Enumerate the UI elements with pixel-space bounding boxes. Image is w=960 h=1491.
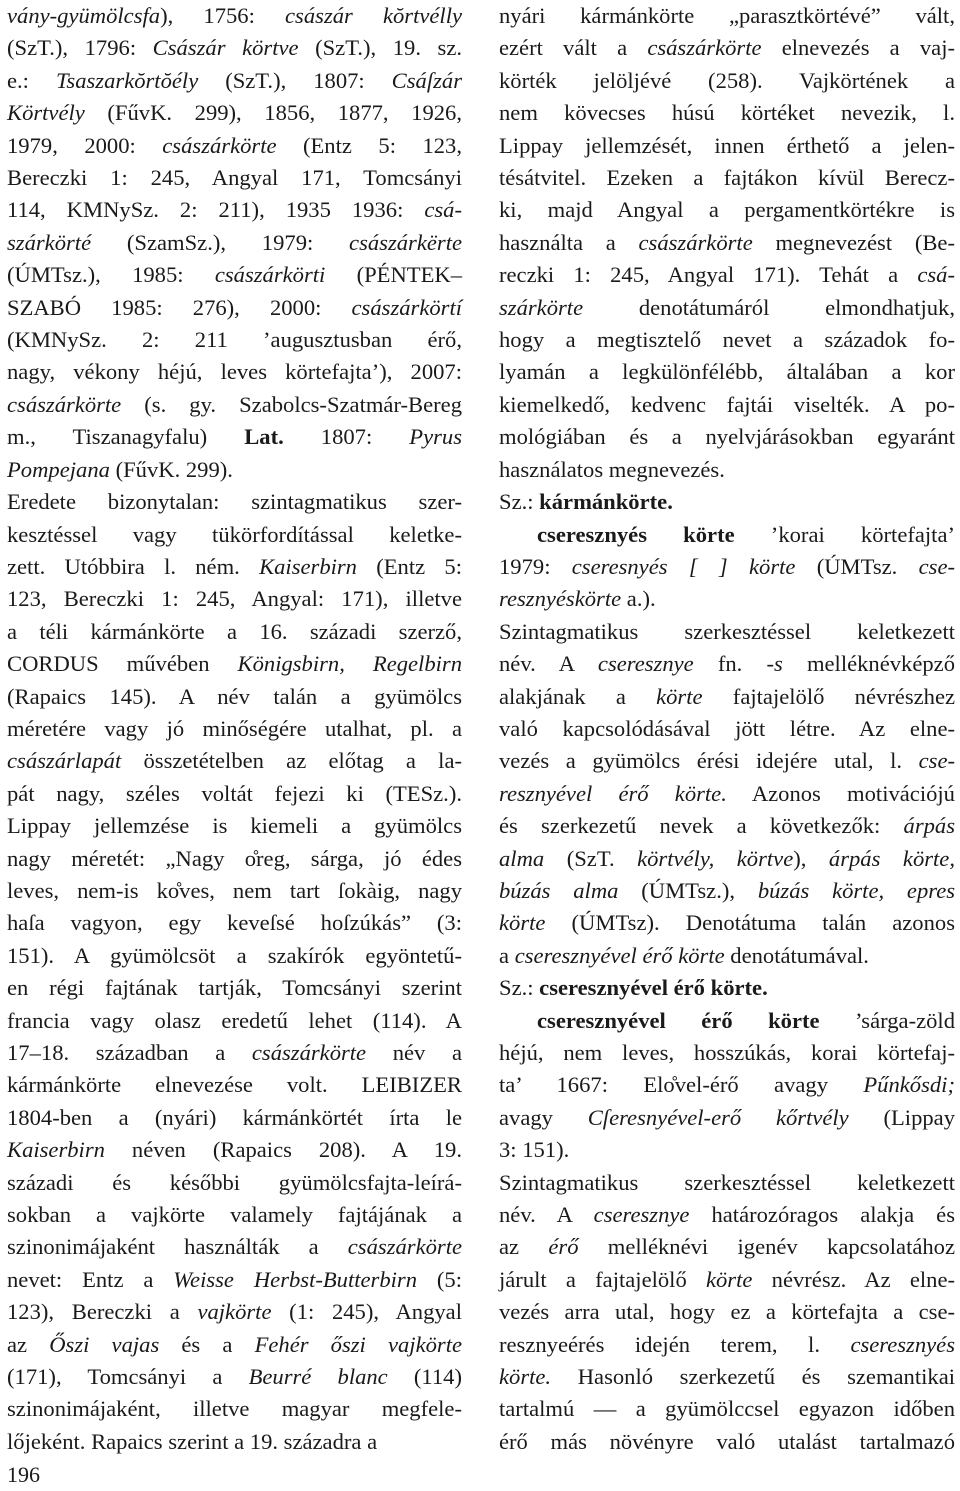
text-run: fn. bbox=[693, 651, 767, 677]
italic-term: cseresznyés bbox=[850, 1331, 955, 1357]
text-line bbox=[499, 875, 955, 907]
italic-term: körte bbox=[499, 910, 546, 936]
text-line bbox=[499, 1361, 955, 1393]
text-line bbox=[7, 616, 462, 648]
text-run: (ÚMTsz.), bbox=[618, 877, 758, 903]
text-line bbox=[499, 681, 955, 713]
text-run: név a bbox=[366, 1040, 462, 1065]
text-run: (ÚMTsz. bbox=[795, 553, 919, 579]
text-line bbox=[7, 1199, 462, 1231]
italic-term: cseresnyés [ ] körte bbox=[571, 553, 796, 579]
text-run: és a bbox=[159, 1331, 255, 1357]
text-line bbox=[7, 1231, 462, 1263]
italic-term: Fehér őszi vajkörte bbox=[254, 1331, 462, 1357]
italic-term: császárkörti bbox=[214, 262, 326, 288]
italic-term: árpás bbox=[903, 813, 955, 839]
text-line bbox=[7, 65, 462, 97]
italic-term: vány-gyümölcsfa bbox=[7, 3, 161, 28]
text-run: kiemelkedő, kedvenc fajtái viselték. A po- bbox=[499, 391, 955, 417]
italic-term: császárlapát bbox=[7, 748, 122, 774]
text-run: e.: bbox=[7, 67, 56, 93]
text-run: ta’ 1667: Elo̊vel-érő avagy bbox=[499, 1072, 864, 1098]
italic-term: resznyével érő körte. bbox=[499, 780, 727, 806]
text-line bbox=[7, 97, 462, 129]
text-line bbox=[7, 1426, 462, 1458]
right-column bbox=[499, 0, 955, 1458]
text-run: (171), Tomcsányi a bbox=[7, 1364, 249, 1390]
italic-term: Kaiserbirn bbox=[259, 553, 357, 579]
text-run: ’sárga-zöld bbox=[819, 1007, 955, 1033]
text-line bbox=[499, 1231, 955, 1263]
text-run: reczki 1: 245, Angyal 171). Tehát a bbox=[499, 262, 918, 288]
text-line bbox=[7, 227, 462, 259]
text-line bbox=[499, 259, 955, 291]
text-run: név. A bbox=[499, 1202, 594, 1228]
headword: kármánkörte. bbox=[539, 489, 673, 515]
text-line bbox=[499, 194, 955, 226]
text-line bbox=[7, 1296, 462, 1328]
text-run: (1: 245), Angyal bbox=[271, 1299, 462, 1325]
text-line bbox=[499, 324, 955, 356]
text-line bbox=[499, 1102, 955, 1134]
text-run: 17–18. században a bbox=[7, 1040, 252, 1065]
text-run: (Entz 5: 123, bbox=[276, 132, 462, 158]
text-line bbox=[499, 1199, 955, 1231]
text-run: Lippay jellemzését, innen érthető a jelen- bbox=[499, 132, 955, 158]
text-run: 114, KMNySz. 2: 211), 1935 1936: bbox=[7, 197, 425, 223]
text-run: m., Tiszanagyfalu) bbox=[7, 424, 245, 450]
italic-term: császárkörtí bbox=[351, 294, 462, 320]
text-line bbox=[499, 486, 955, 518]
text-run: (Rapaics 145). A név talán a gyümölcs bbox=[7, 683, 462, 709]
text-run: (SzT.), 1807: bbox=[198, 67, 392, 93]
text-run: ), 1756: bbox=[160, 3, 286, 28]
text-run: ezért vált a bbox=[499, 35, 648, 61]
text-run: összetételben az előtag a la- bbox=[121, 748, 462, 774]
text-line bbox=[7, 162, 462, 194]
italic-term: császárkërte bbox=[349, 229, 462, 255]
text-line bbox=[7, 551, 462, 583]
text-run: 123), Bereczki a bbox=[7, 1299, 198, 1325]
text-line bbox=[499, 292, 955, 324]
headword: cseresznyés körte bbox=[537, 521, 735, 547]
italic-term: császárkörte bbox=[251, 1040, 367, 1065]
text-run: (SzT.), 19. sz. bbox=[298, 35, 463, 61]
text-run: lyamán a legkülönfélébb, általában a kor bbox=[499, 359, 955, 385]
text-line bbox=[7, 486, 462, 518]
text-line bbox=[499, 810, 955, 842]
italic-term: császárkörte bbox=[162, 132, 277, 158]
italic-term: Weisse Herbst-Butterbirn bbox=[173, 1266, 418, 1292]
text-line bbox=[7, 519, 462, 551]
text-run: a.). bbox=[621, 586, 656, 612]
text-run: (FűvK. 299), 1856, 1877, 1926, bbox=[84, 100, 462, 126]
italic-term: császárkörte bbox=[638, 229, 753, 255]
italic-term: szárkörté bbox=[7, 229, 92, 255]
text-run: SZABÓ 1985: 276), 2000: bbox=[7, 294, 352, 320]
text-line bbox=[7, 421, 462, 453]
text-line bbox=[499, 907, 955, 939]
text-run: Szintagmatikus szerkesztéssel keletkezett bbox=[499, 618, 955, 644]
italic-term: cse- bbox=[918, 553, 955, 579]
italic-term: körte bbox=[705, 1266, 753, 1292]
text-run: körték jelöljévé (258). Vajkörtének a bbox=[499, 67, 955, 93]
text-line bbox=[7, 292, 462, 324]
text-run: (ÚMTsz.), 1985: bbox=[7, 262, 215, 288]
text-line bbox=[499, 32, 955, 64]
text-run: Szintagmatikus szerkesztéssel keletkezett bbox=[499, 1169, 955, 1195]
text-run: századi és későbbi gyümölcsfajta-leírá- bbox=[7, 1169, 462, 1195]
text-line bbox=[7, 940, 462, 972]
text-line bbox=[499, 519, 955, 551]
text-line bbox=[7, 713, 462, 745]
text-line bbox=[7, 875, 462, 907]
italic-term: császárkörte bbox=[647, 35, 762, 61]
italic-term: csá- bbox=[917, 262, 955, 288]
text-line bbox=[7, 1069, 462, 1101]
italic-term: Őszi vajas bbox=[49, 1331, 160, 1357]
text-line bbox=[7, 454, 462, 486]
text-run: (114) bbox=[387, 1364, 463, 1390]
text-run: pát nagy, széles voltát fejezi ki (TESz.). bbox=[7, 780, 462, 806]
text-run: (FűvK. 299). bbox=[109, 456, 233, 482]
text-run: 1804-ben a (nyári) kármánkörtét írta le bbox=[7, 1104, 462, 1130]
text-line bbox=[7, 32, 462, 64]
text-run: nagy méretét: „Nagy o̊reg, sárga, jó édes bbox=[7, 845, 462, 871]
text-run: a bbox=[499, 942, 515, 968]
italic-term: érő bbox=[548, 1234, 579, 1260]
text-line bbox=[7, 194, 462, 226]
text-line bbox=[499, 583, 955, 615]
text-line bbox=[7, 1329, 462, 1361]
headword: cseresznyével érő körte bbox=[537, 1007, 820, 1033]
text-line bbox=[499, 356, 955, 388]
italic-term: resznyéskörte bbox=[499, 586, 622, 612]
text-run: határozóragos alakja és bbox=[689, 1202, 955, 1228]
text-run: francia vagy olasz eredetű lehet (114). A bbox=[7, 1007, 462, 1033]
text-run: az bbox=[499, 1234, 549, 1260]
italic-term: Cſeresnyével-erő kőrtvély bbox=[587, 1104, 849, 1130]
text-line bbox=[7, 745, 462, 777]
text-line bbox=[499, 389, 955, 421]
text-line bbox=[499, 1005, 955, 1037]
text-run: (s. gy. Szabolcs-Szatmár-Bereg bbox=[121, 391, 462, 417]
italic-term: búzás alma bbox=[499, 877, 619, 903]
text-run: (PÉNTEK– bbox=[325, 262, 462, 288]
text-run: sokban a vajkörte valamely fajtájának a bbox=[7, 1202, 462, 1228]
italic-term: cseresznye bbox=[597, 651, 694, 677]
text-line bbox=[7, 130, 462, 162]
text-run: Eredete bizonytalan: szintagmatikus szer- bbox=[7, 489, 462, 515]
text-line bbox=[7, 583, 462, 615]
text-line bbox=[7, 324, 462, 356]
text-line bbox=[7, 843, 462, 875]
text-run: Lippay jellemzése is kiemeli a gyümölcs bbox=[7, 813, 462, 839]
text-line bbox=[499, 843, 955, 875]
text-run: tésátvitel. Ezeken a fajtákon kívül Berecz- bbox=[499, 165, 955, 191]
left-column bbox=[7, 0, 462, 1458]
text-run: (SzT.), 1796: bbox=[7, 35, 153, 61]
text-run: elnevezés a vaj- bbox=[761, 35, 955, 61]
italic-term: vajkörte bbox=[197, 1299, 272, 1325]
text-run: használatos megnevezés. bbox=[499, 456, 725, 482]
text-line bbox=[499, 648, 955, 680]
text-run: kesztéssel vagy tükörfordítással keletke- bbox=[7, 521, 462, 547]
text-run: Bereczki 1: 245, Angyal 171, Tomcsányi bbox=[7, 165, 462, 191]
text-line bbox=[499, 1329, 955, 1361]
italic-term: Császár körtve bbox=[152, 35, 299, 61]
text-run: 1979, 2000: bbox=[7, 132, 163, 158]
text-run: 123, Bereczki 1: 245, Angyal: 171), illetve bbox=[7, 586, 462, 612]
text-run: Azonos motivációjú bbox=[726, 780, 955, 806]
text-run: Hasonló szerkezetű és szemantikai bbox=[551, 1364, 955, 1390]
text-line bbox=[7, 259, 462, 291]
text-line bbox=[499, 130, 955, 162]
text-line bbox=[499, 972, 955, 1004]
text-run: alakjának a bbox=[499, 683, 657, 709]
text-line bbox=[7, 389, 462, 421]
text-line bbox=[499, 1426, 955, 1458]
text-line bbox=[499, 1296, 955, 1328]
text-run: való kapcsolódásával jött létre. Az elne- bbox=[499, 715, 955, 741]
italic-term: Pyrus bbox=[409, 424, 462, 450]
text-line bbox=[499, 162, 955, 194]
text-run: az bbox=[7, 1331, 50, 1357]
text-run: (KMNySz. 2: 211 ’augusztusban érő, bbox=[7, 327, 462, 353]
italic-term: körtvély, körtve bbox=[637, 845, 794, 871]
italic-term: cseresznyével érő körte bbox=[514, 942, 725, 968]
text-run: lőjeként. Rapaics szerint a 19. századra a bbox=[7, 1428, 378, 1454]
italic-term: császárkörte bbox=[347, 1234, 462, 1260]
text-line bbox=[7, 648, 462, 680]
text-run: (Lippay bbox=[848, 1104, 955, 1130]
text-run: Sz.: bbox=[499, 975, 540, 1001]
text-line bbox=[499, 227, 955, 259]
text-line bbox=[7, 1037, 462, 1069]
text-run: nem kövecses húsú körtéket nevezik, l. bbox=[499, 100, 955, 126]
text-run: avagy bbox=[499, 1104, 588, 1130]
text-line bbox=[499, 1069, 955, 1101]
headword: Lat. bbox=[244, 424, 284, 450]
text-line bbox=[499, 745, 955, 777]
text-run: melléknévi igenév kapcsolatához bbox=[578, 1234, 955, 1260]
text-line bbox=[499, 616, 955, 648]
page-number: 196 bbox=[7, 1462, 40, 1487]
text-run: ), bbox=[793, 845, 829, 871]
italic-term: Körtvély bbox=[7, 100, 85, 126]
text-run: és szerkezetű nevek a következők: bbox=[499, 813, 904, 839]
italic-term: Pűnkősdi; bbox=[863, 1072, 955, 1098]
italic-term: cseresznye bbox=[593, 1202, 690, 1228]
italic-term: -s bbox=[766, 651, 783, 677]
text-line bbox=[499, 1134, 955, 1166]
italic-term: szárkörte bbox=[499, 294, 584, 320]
text-line bbox=[7, 810, 462, 842]
text-line bbox=[7, 0, 462, 32]
text-line bbox=[499, 0, 955, 32]
text-line bbox=[7, 1361, 462, 1393]
italic-term: Kaiserbirn bbox=[7, 1137, 105, 1163]
text-run: 3: 151). bbox=[499, 1137, 570, 1163]
text-line bbox=[499, 65, 955, 97]
text-line bbox=[499, 454, 955, 486]
italic-term: búzás körte, epres bbox=[757, 877, 956, 903]
text-run: nagy, vékony héjú, leves körtefajta’), 2007: bbox=[7, 359, 462, 385]
text-run: en régi fajtának tartják, Tomcsányi szerint bbox=[7, 975, 462, 1001]
italic-term: árpás körte, bbox=[828, 845, 955, 871]
italic-term: császár kŏrtvélly bbox=[285, 3, 463, 28]
text-run: nyári kármánkörte „parasztkörtévé” vált, bbox=[499, 3, 955, 28]
text-line bbox=[7, 778, 462, 810]
italic-term: körte. bbox=[499, 1364, 552, 1390]
text-run: (ÚMTsz). Denotátuma talán azonos bbox=[545, 910, 955, 936]
text-line bbox=[7, 681, 462, 713]
text-run: CORDUS művében bbox=[7, 651, 238, 677]
text-run: (SzamSz.), 1979: bbox=[91, 229, 350, 255]
text-line bbox=[499, 713, 955, 745]
text-run: zett. Utóbbira l. ném. bbox=[7, 553, 260, 579]
text-run: denotátumáról elmondhatjuk, bbox=[583, 294, 955, 320]
text-run: méretére vagy jó minőségére utalhat, pl. a bbox=[7, 715, 462, 741]
text-run: nevet: Entz a bbox=[7, 1266, 174, 1292]
text-run: néven (Rapaics 208). A 19. bbox=[104, 1137, 462, 1163]
text-run: tartalmú — a gyümölccsel egyazon időben bbox=[499, 1396, 955, 1422]
text-run: 1979: bbox=[499, 553, 572, 579]
italic-term: Pompejana bbox=[7, 456, 110, 482]
text-line bbox=[499, 97, 955, 129]
text-run: érő más növényre való utalást tartalmazó bbox=[499, 1428, 955, 1454]
text-run: kármánkörte elnevezése volt. LEIBIZER bbox=[7, 1072, 462, 1098]
italic-term: Tsaszarkŏrtŏély bbox=[55, 67, 199, 93]
text-run: fajtajelölő névrészhez bbox=[702, 683, 955, 709]
text-run: héjú, nem leves, hosszúkás, korai körtefaj- bbox=[499, 1040, 955, 1065]
text-run: járult a fajtajelölő bbox=[499, 1266, 706, 1292]
text-line bbox=[499, 1167, 955, 1199]
text-line bbox=[499, 1037, 955, 1069]
text-line bbox=[7, 1393, 462, 1425]
text-line bbox=[7, 1005, 462, 1037]
italic-term: Csáſzár bbox=[391, 67, 462, 93]
text-line bbox=[499, 421, 955, 453]
text-run: resznyeérés idején terem, l. bbox=[499, 1331, 851, 1357]
text-line bbox=[499, 1264, 955, 1296]
italic-term: cse- bbox=[918, 748, 955, 774]
text-run: 151). A gyümölcsöt a szakírók egyöntetű- bbox=[7, 942, 462, 968]
text-run: használta a bbox=[499, 229, 639, 255]
italic-term: Beurré blanc bbox=[248, 1364, 388, 1390]
text-run: denotátumával. bbox=[724, 942, 869, 968]
headword: cseresznyével érő körte. bbox=[539, 975, 768, 1001]
text-run: haſa vagyon, egy keveſsé hoſzúkás” (3: bbox=[7, 910, 462, 936]
text-run: vezés arra utal, hogy ez a körtefajta a cse- bbox=[499, 1299, 955, 1325]
text-run: a téli kármánkörte a 16. századi szerző, bbox=[7, 618, 462, 644]
text-line bbox=[7, 1167, 462, 1199]
text-line bbox=[7, 1134, 462, 1166]
text-run: megnevezést (Be- bbox=[752, 229, 955, 255]
text-line bbox=[499, 1393, 955, 1425]
text-run: ’korai körtefajta’ bbox=[734, 521, 956, 547]
text-run: 1807: bbox=[283, 424, 410, 450]
text-run: (5: bbox=[417, 1266, 462, 1292]
text-run: melléknévképző bbox=[782, 651, 955, 677]
text-run: mológiában és a nyelvjárásokban egyaránt bbox=[499, 424, 955, 450]
italic-term: császárkörte bbox=[7, 391, 122, 417]
text-line bbox=[499, 778, 955, 810]
text-run: szinonimájaként, illetve magyar megfele- bbox=[7, 1396, 462, 1422]
text-run: vezés a gyümölcs érési idejére utal, l. bbox=[499, 748, 919, 774]
text-line bbox=[499, 551, 955, 583]
text-run: hogy a megtisztelő nevet a századok fo- bbox=[499, 327, 955, 353]
text-run: ki, majd Angyal a pergamentkörtékre is bbox=[499, 197, 955, 223]
text-line bbox=[499, 940, 955, 972]
italic-term: csá- bbox=[424, 197, 462, 223]
text-line bbox=[7, 356, 462, 388]
text-run: Sz.: bbox=[499, 489, 540, 515]
text-line bbox=[7, 972, 462, 1004]
italic-term: alma bbox=[499, 845, 545, 871]
text-run: (SzT. bbox=[544, 845, 638, 871]
text-run: leves, nem-is ko̊ves, nem tart ſokàig, nagy bbox=[7, 877, 462, 903]
text-line bbox=[7, 907, 462, 939]
text-line bbox=[7, 1102, 462, 1134]
text-line bbox=[7, 1264, 462, 1296]
text-run: névrész. Az elne- bbox=[752, 1266, 955, 1292]
italic-term: körte bbox=[656, 683, 703, 709]
text-run: (Entz 5: bbox=[356, 553, 462, 579]
text-run: szinonimájaként használták a bbox=[7, 1234, 348, 1260]
italic-term: Königsbirn, Regelbirn bbox=[237, 651, 462, 677]
text-run: név. A bbox=[499, 651, 598, 677]
